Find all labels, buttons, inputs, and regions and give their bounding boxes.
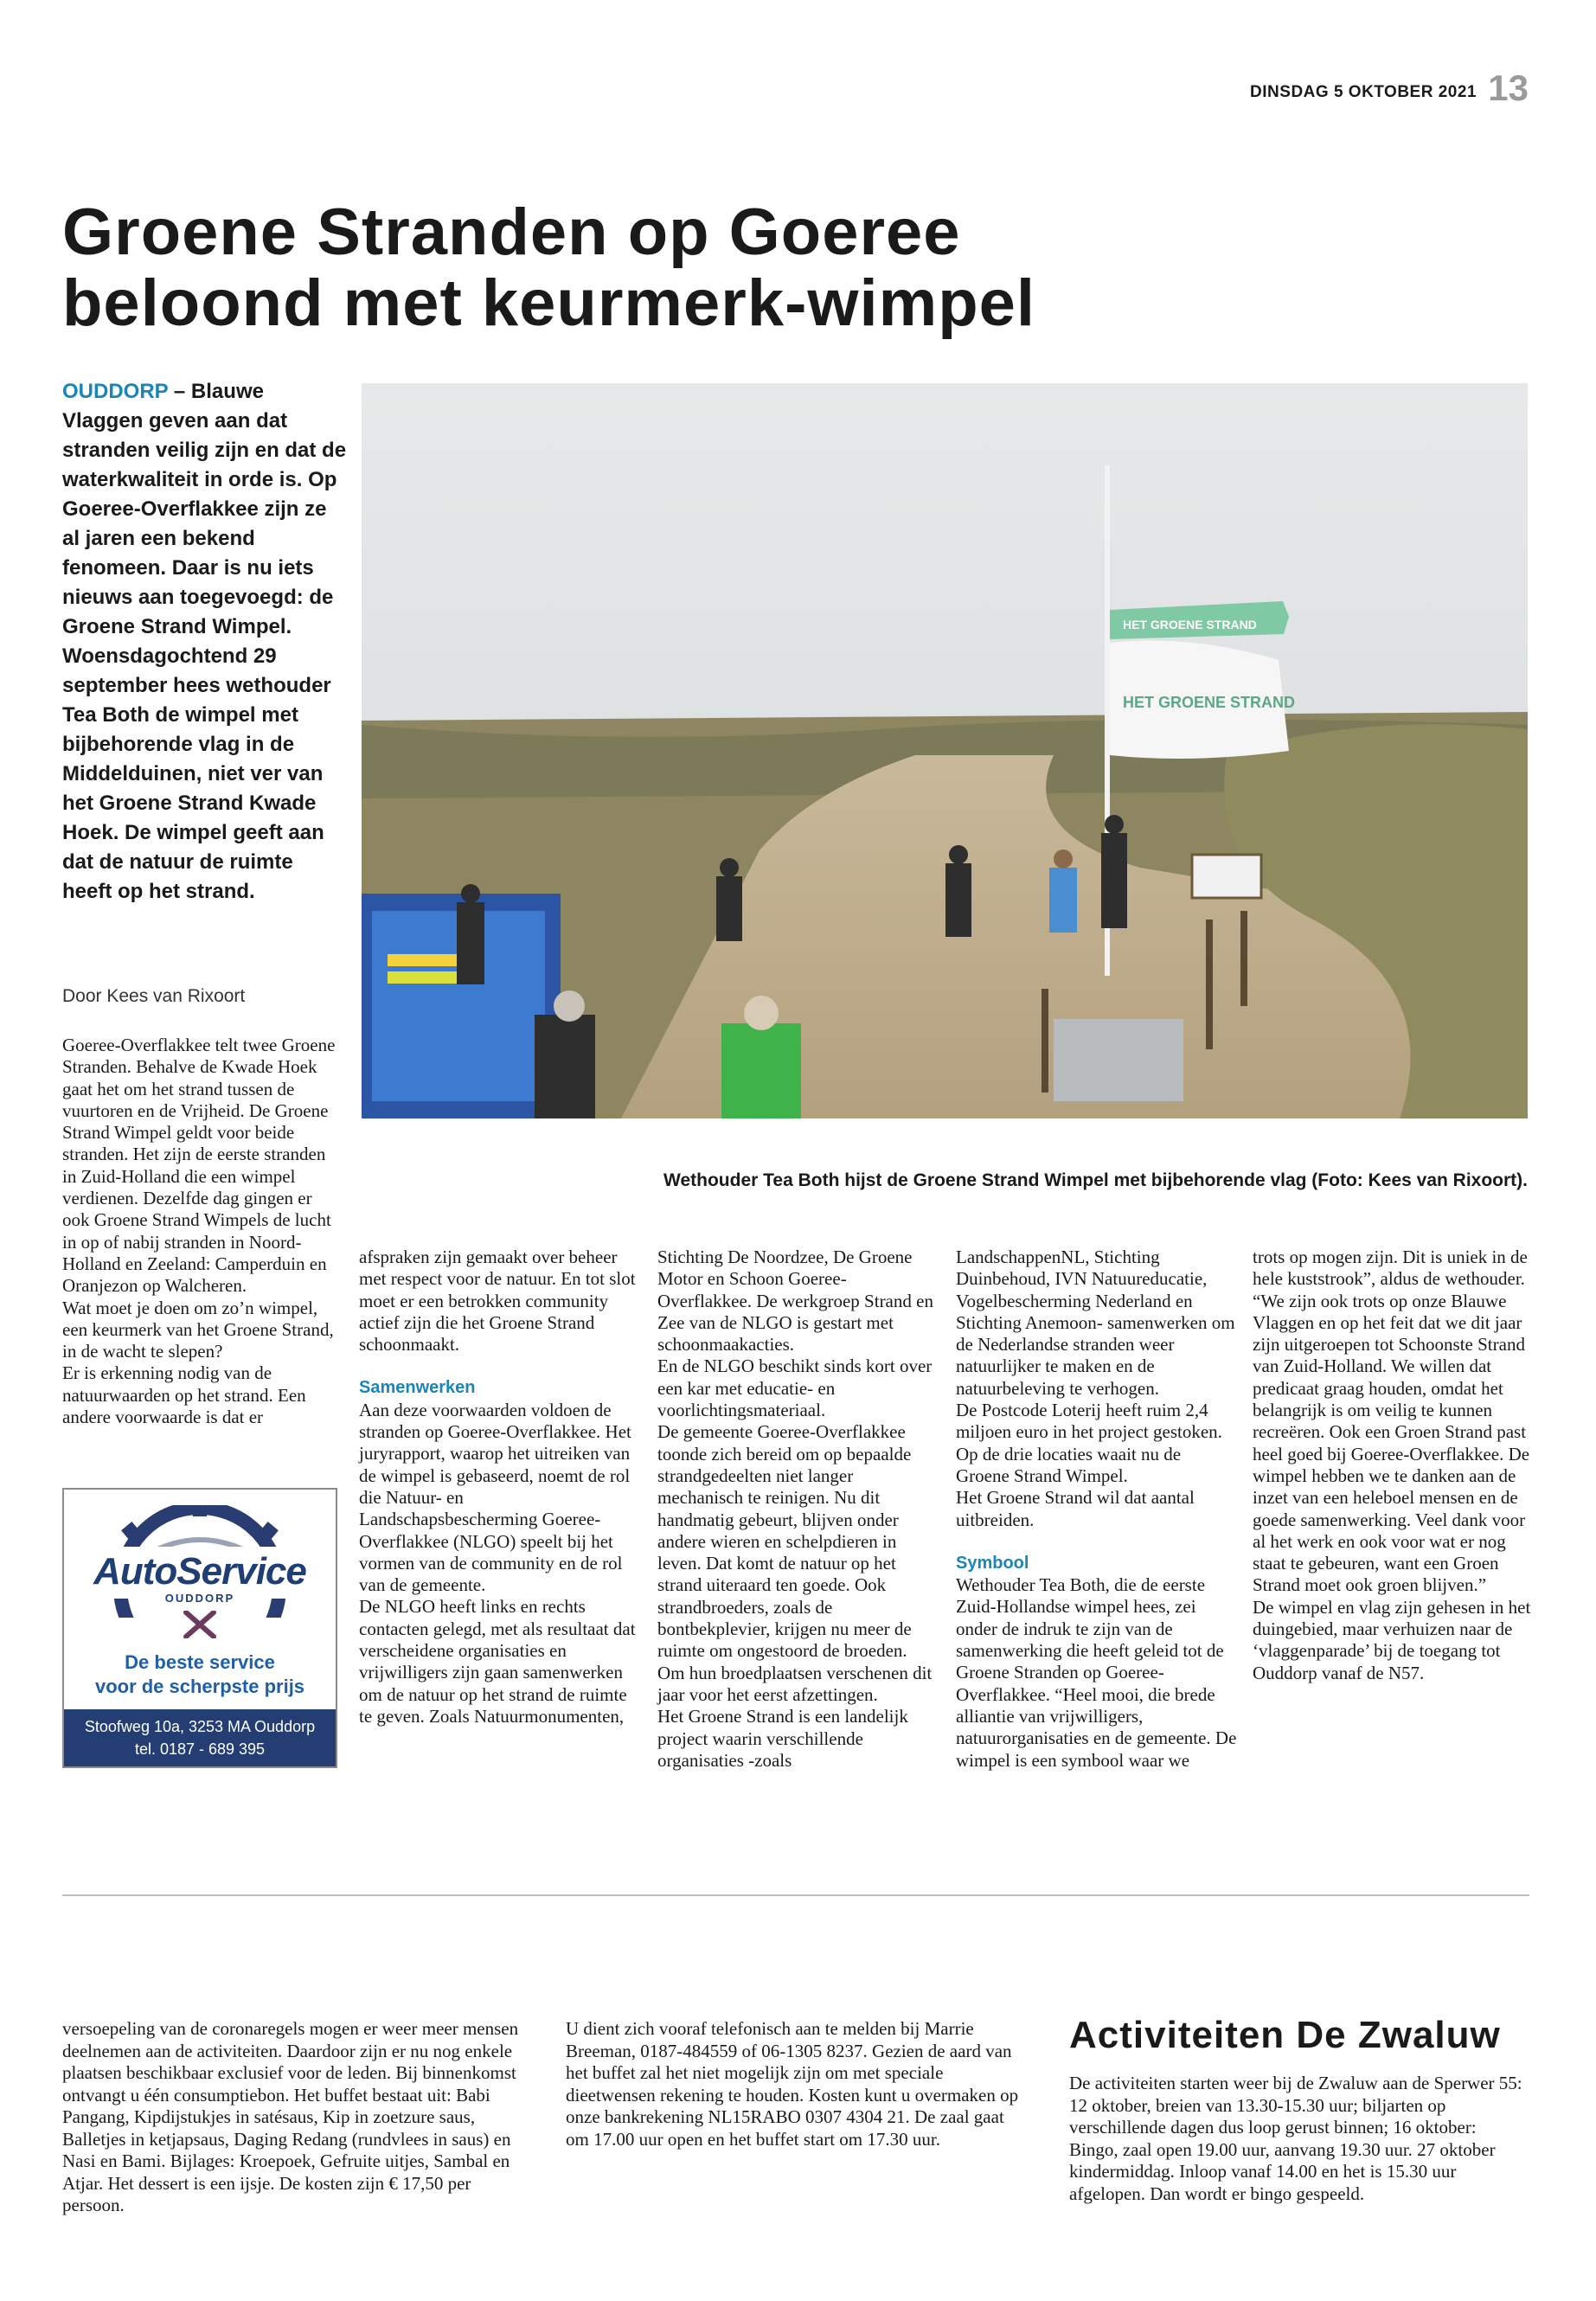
- bottom-column-2: U dient zich vooraf telefonisch aan te melden bij Marrie Breeman, 0187-484559 of 06-1305 8237. Gezien de aard van het buffet zal het niet mogelijk zijn om met speciale dieetwensen rekening te houden. Kosten kunt u overmaken op onze bankrekening NL15RABO 0307 4304 21. De zaal gaat om 17.00 uur open en het buffet start om 17.30 uur.: [566, 2018, 1019, 2150]
- bottom-column-1: versoepeling van de coronaregels mogen er weer meer mensen deelnemen aan de activiteiten. Daardoor zijn er nu nog enkele plaatsen beschikbaar exclusief voor de leden. Bij binnenkomst ontvangt u één consumptiebon. Het buffet bestaat uit: Babi Pangang, Kipdijstukjes in satésaus, Kip in zoetzure saus, Balletjes in ketjapsaus, Daging Redang (rundvlees in saus) en Nasi en Bami. Bijlages: Kroepoek, Gefruite uitjes, Sambal en Atjar. Het dessert is een ijsje. De kosten zijn € 17,50 per persoon.: [62, 2018, 519, 2215]
- ad-contact: [64, 1709, 336, 1766]
- page-number: 13: [1488, 67, 1529, 108]
- issue-date: DINSDAG 5 OKTOBER 2021: [1250, 83, 1477, 101]
- article-headline: [62, 197, 1187, 339]
- paragraph: trots op mogen zijn. Dit is uniek in de hele kuststrook”, aldus de wethouder.: [1253, 1247, 1528, 1290]
- paragraph: “We zijn ook trots op onze Blauwe Vlaggen en op het feit dat we dit jaar zijn uitgeroepen tot Schoonste Strand van Zuid-Holland. We willen dat predicaat graag houden, omdat het belangrijk is om veilig te kunnen recreëren. Ook een Groen Strand past heel goed bij Goeree-Overflakkee. De wimpel hebben we te danken aan de inzet van een heleboel mensen en de goede samenwerking. Veel dank voor al het werk en ook voor wat er nog staat te gebeuren, want een Groen Strand moet ook groen blijven.”: [1253, 1290, 1530, 1596]
- headline-line-1: Groene Stranden op Goeree: [62, 195, 961, 269]
- paragraph: Wat moet je doen om zo’n wimpel, een keurmerk van het Groene Strand, in de wacht te slepen?: [62, 1297, 334, 1362]
- paragraph: Wethouder Tea Both, die de eerste Zuid-Hollandse wimpel hees, zei onder de indruk te zijn van de samenwerking die heeft geleid tot de Groene Stranden op Goeree-Overflakkee. “Heel mooi, die brede alliantie van vrijwilligers, natuurorganisaties en de gemeente. De wimpel is een symbool waar we: [956, 1574, 1237, 1771]
- paragraph: De gemeente Goeree-Overflakkee toonde zich bereid om op bepaalde strandgedeelten niet langer mechanisch te reinigen. Nu dit handmatig gebeurt, blijven onder andere wieren en schelpdieren in leven. Dat komt de natuur op het strand uiteraard ten goede. Ook strandbroeders, zoals de bontbekplevier, krijgen nu meer de ruimte om ongestoord de broeden. Om hun broedplaatsen verschenen dit jaar voor het eerst afzettingen.: [657, 1421, 933, 1705]
- flag-raising-photo: [362, 383, 1528, 1118]
- ad-brand: AutoService: [93, 1550, 306, 1593]
- green-vest-person: [721, 1023, 801, 1118]
- zwaluw-heading: Activiteiten De Zwaluw: [1069, 2014, 1501, 2056]
- sign-post: [1192, 855, 1261, 898]
- paragraph: Goeree-Overflakkee telt twee Groene Stranden. Behalve de Kwade Hoek gaat het om het strand tussen de vuurtoren en de Vrijheid. De Groene Strand Wimpel geldt voor beide stranden. Het zijn de eerste stranden in Zuid-Holland die een wimpel verdienen. Dezelfde dag gingen er ook Groene Strand Wimpels de lucht in op of nabij stranden in Noord-Holland en Zeeland: Camperduin en Oranjezon op Walcheren.: [62, 1035, 336, 1297]
- section-divider: [62, 1894, 1529, 1896]
- lead-place: OUDDORP: [62, 380, 169, 403]
- crates: [1054, 1019, 1183, 1101]
- article-column-4: [956, 1247, 1237, 1772]
- paragraph: De NLGO heeft links en rechts contacten gelegd, met als resultaat dat verscheidene organisaties en vrijwilligers zijn gaan samenwerken om de natuur op het strand de ruimte te geven. Zoals Natuurmonumenten,: [359, 1596, 636, 1727]
- ad-location: OUDDORP: [164, 1592, 235, 1605]
- headline-line-2: beloond met keurmerk-wimpel: [62, 266, 1036, 340]
- paragraph: Het Groene Strand is een landelijk project waarin verschillende organisaties -zoals: [657, 1706, 908, 1771]
- subheading-symbool: Symbool: [956, 1553, 1029, 1573]
- paragraph: LandschappenNL, Stichting Duinbehoud, IVN Natuureducatie, Vogelbescherming Nederland en Stichting Anemoon- samenwerken om de Nederlandse stranden weer natuurlijker te maken en de natuurbeleving te verhogen.: [956, 1247, 1235, 1399]
- article-column-2: [359, 1247, 640, 1727]
- ad-address: Stoofweg 10a, 3253 MA Ouddorp: [84, 1718, 316, 1735]
- byline: Door Kees van Rixoort: [62, 986, 246, 1006]
- article-column-3: [657, 1247, 939, 1772]
- paragraph: afspraken zijn gemaakt over beheer met respect voor de natuur. En tot slot moet er een betrokken community actief zijn die het Groene Strand schoonmaakt.: [359, 1247, 636, 1356]
- paragraph: Het Groene Strand wil dat aantal uitbreiden.: [956, 1487, 1195, 1530]
- paragraph: Er is erkenning nodig van de natuurwaarden op het strand. Een andere voorwaarde is dat er: [62, 1362, 306, 1428]
- article-photo: [362, 383, 1528, 1118]
- wrench-icon: [183, 1611, 217, 1638]
- autoservice-advertisement[interactable]: [62, 1488, 337, 1768]
- pennant-text: HET GROENE STRAND: [1123, 618, 1257, 631]
- photo-caption: Wethouder Tea Both hijst de Groene Strand Wimpel met bijbehorende vlag (Foto: Kees van Rixoort).: [663, 1170, 1528, 1190]
- article-column-1: [62, 1035, 343, 1428]
- ad-slogan: De beste service voor de scherpste prijs: [94, 1651, 305, 1697]
- paragraph: Stichting De Noordzee, De Groene Motor en Schoon Goeree-Overflakkee. De werkgroep Strand en Zee van de NLGO is gestart met schoonmaakacties.: [657, 1247, 933, 1356]
- paragraph: De Postcode Loterij heeft ruim 2,4 miljoen euro in het project gestoken. Op de drie locaties waait nu de Groene Strand Wimpel.: [956, 1400, 1222, 1486]
- paragraph: Aan deze voorwaarden voldoen de stranden op Goeree-Overflakkee. Het juryrapport, waarop het uitreiken van de wimpel is gebaseerd, noemt de rol die Natuur- en Landschapsbescherming Goeree-Overflakkee (NLGO) speelt bij het vormen van de community en de rol van de gemeente.: [359, 1399, 631, 1596]
- subheading-samenwerken: Samenwerken: [359, 1378, 476, 1398]
- article-lead: [62, 377, 348, 907]
- paragraph: De wimpel en vlag zijn gehesen in het duingebied, maar verhuizen naar de ‘vlaggenparade’ bij de toegang tot Ouddorp vanaf de N57.: [1253, 1596, 1531, 1683]
- ad-phone: tel. 0187 - 689 395: [134, 1740, 266, 1758]
- flag-text: HET GROENE STRAND: [1123, 694, 1296, 711]
- zwaluw-text: De activiteiten starten weer bij de Zwaluw aan de Sperwer 55: 12 oktober, breien van 13.30-15.30 uur; biljarten op verschillende dagen dus loop gerust binnen; 16 oktober: Bingo, zaal open 19.00 uur, aanvang 19.30 uur. 27 oktober kindermiddag. Inloop vanaf 14.00 en het is 15.30 uur afgelopen. Dan wordt er bingo gespeeld.: [1069, 2073, 1522, 2204]
- article-column-5: [1253, 1247, 1534, 1684]
- lead-text: – Blauwe Vlaggen geven aan dat stranden veilig zijn en dat de waterkwaliteit in orde is. Op Goeree-Overflakkee zijn ze al jaren een bekend fenomeen. Daar is nu iets nieuws aan toegevoegd: de Groene Strand Wimpel. Woensdagochtend 29 september hees wethouder Tea Both de wimpel met bijbehorende vlag in de Middelduinen, niet ver van het Groene Strand Kwade Hoek. De wimpel geeft aan dat de natuur de ruimte heeft op het strand.: [62, 380, 347, 903]
- paragraph: En de NLGO beschikt sinds kort over een kar met educatie- en voorlichtingsmateriaal.: [657, 1356, 933, 1421]
